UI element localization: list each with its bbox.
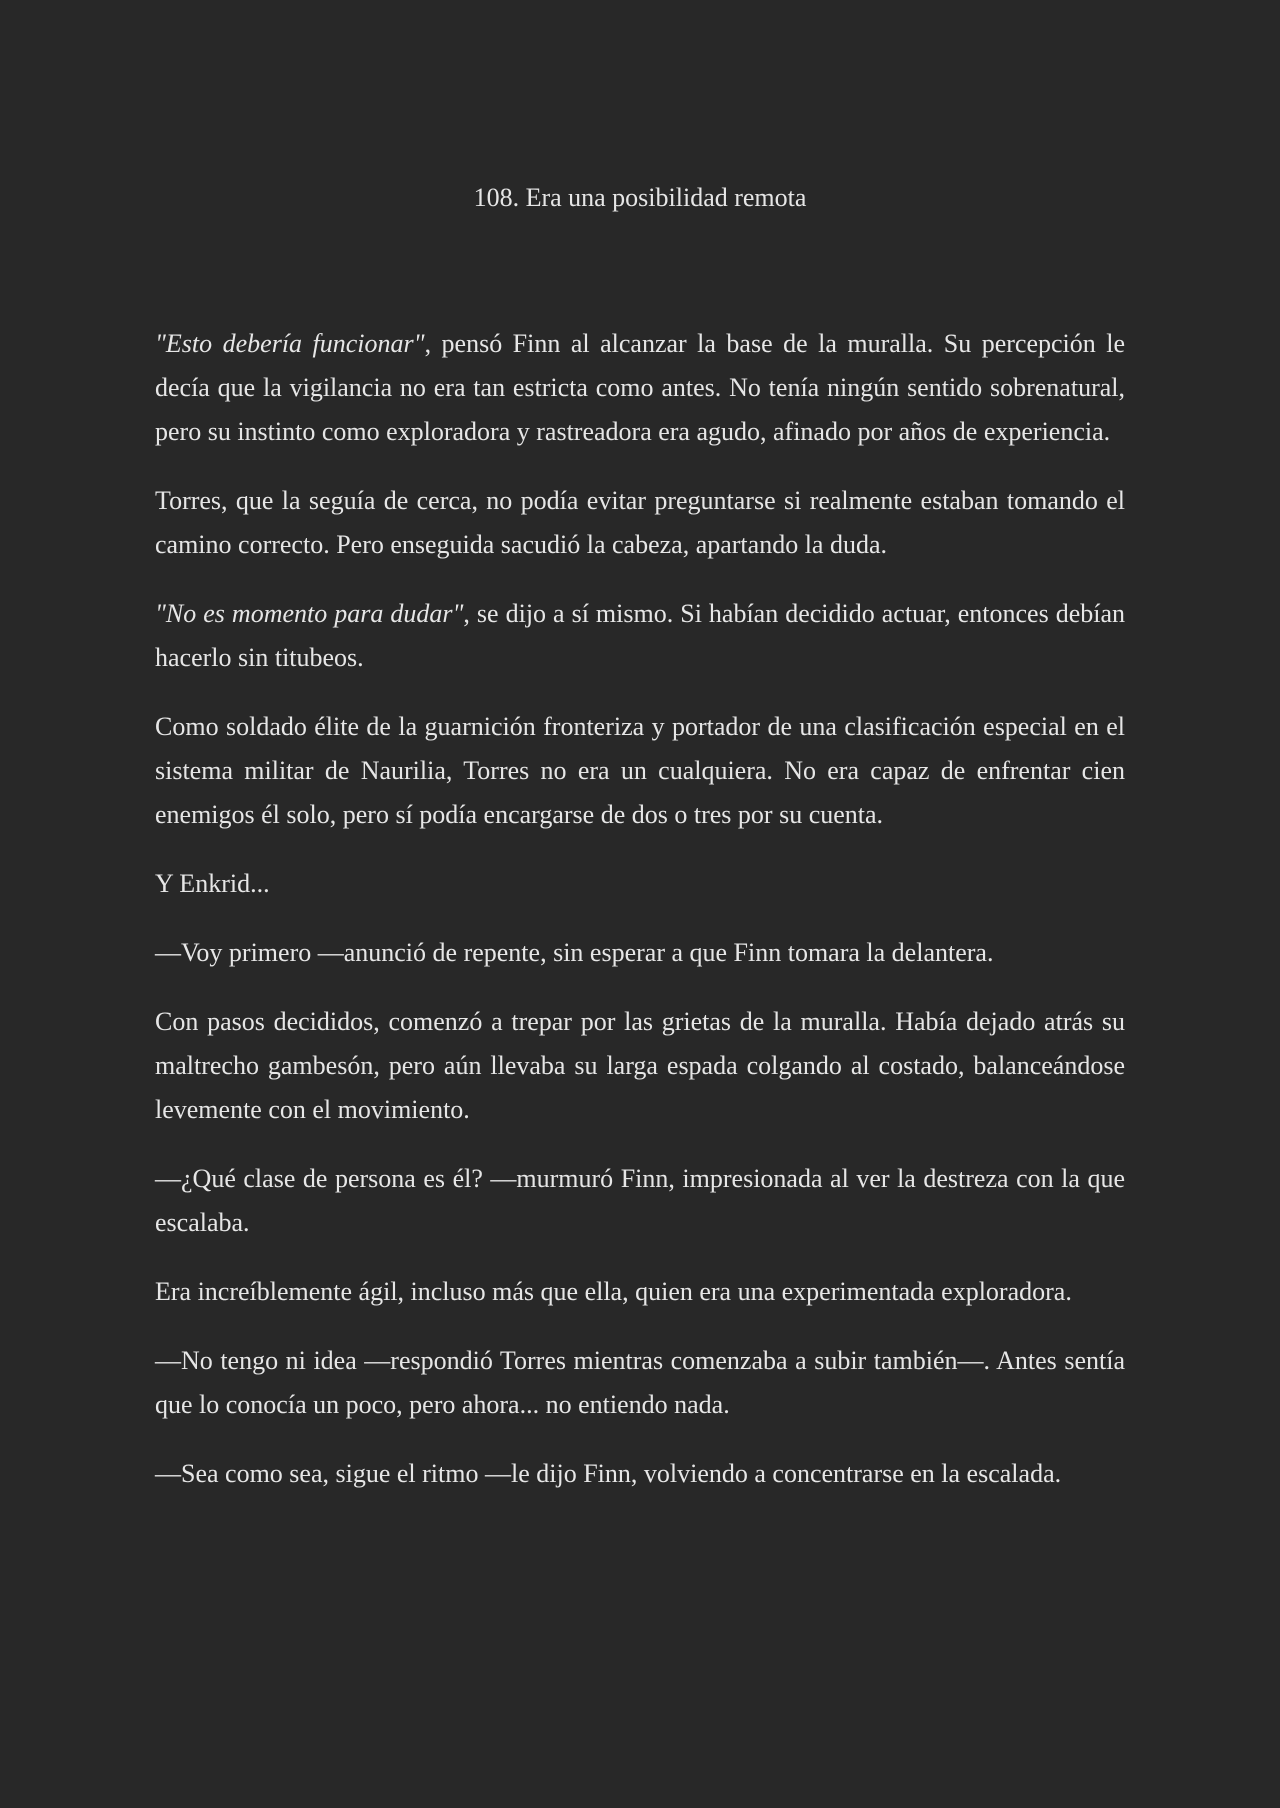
paragraph	[155, 592, 1125, 680]
paragraph-text: Con pasos decididos, comenzó a trepar por las grietas de la muralla. Había dejado atrás su maltrecho gambesón, pero aún llevaba su larga espada colgando al costado, balanceándose levemente con el movimiento.	[155, 1007, 1125, 1124]
paragraph	[155, 705, 1125, 837]
paragraph-text: Era increíblemente ágil, incluso más que ella, quien era una experimentada exploradora.	[155, 1277, 1072, 1306]
chapter-body	[155, 322, 1125, 1496]
paragraph	[155, 931, 1125, 975]
paragraph	[155, 862, 1125, 906]
paragraph	[155, 1452, 1125, 1496]
paragraph-text: , pensó Finn al alcanzar la base de la muralla. Su percepción le decía que la vigilancia no era tan estricta como antes. No tenía ningún sentido sobrenatural, pero su instinto como exploradora y rastreadora era agudo, afinado por años de experiencia.	[155, 329, 1125, 446]
paragraph-text: —Voy primero —anunció de repente, sin esperar a que Finn tomara la delantera.	[155, 938, 994, 967]
paragraph-text: —¿Qué clase de persona es él? —murmuró Finn, impresionada al ver la destreza con la que escalaba.	[155, 1164, 1125, 1237]
paragraph	[155, 479, 1125, 567]
paragraph	[155, 1157, 1125, 1245]
paragraph	[155, 1000, 1125, 1132]
chapter-title: 108. Era una posibilidad remota	[473, 183, 807, 212]
paragraph-text: —No tengo ni idea —respondió Torres mientras comenzaba a subir también—. Antes sentía que lo conocía un poco, pero ahora... no entiendo nada.	[155, 1346, 1125, 1419]
paragraph	[155, 322, 1125, 454]
paragraph-text: , se dijo a sí mismo. Si habían decidido actuar, entonces debían hacerlo sin titubeos.	[155, 599, 1125, 672]
paragraph-text: —Sea como sea, sigue el ritmo —le dijo Finn, volviendo a concentrarse en la escalada.	[155, 1459, 1062, 1488]
paragraph-text: Y Enkrid...	[155, 869, 270, 898]
paragraph-italic: "No es momento para dudar"	[155, 599, 464, 628]
paragraph	[155, 1339, 1125, 1427]
paragraph	[155, 1270, 1125, 1314]
paragraph-italic: "Esto debería funcionar"	[155, 329, 425, 358]
paragraph-text: Como soldado élite de la guarnición fronteriza y portador de una clasificación especial en el sistema militar de Naurilia, Torres no era un cualquiera. No era capaz de enfrentar cien enemigos él solo, pero sí podía encargarse de dos o tres por su cuenta.	[155, 712, 1125, 829]
paragraph-text: Torres, que la seguía de cerca, no podía evitar preguntarse si realmente estaban tomando el camino correcto. Pero enseguida sacudió la cabeza, apartando la duda.	[155, 486, 1125, 559]
